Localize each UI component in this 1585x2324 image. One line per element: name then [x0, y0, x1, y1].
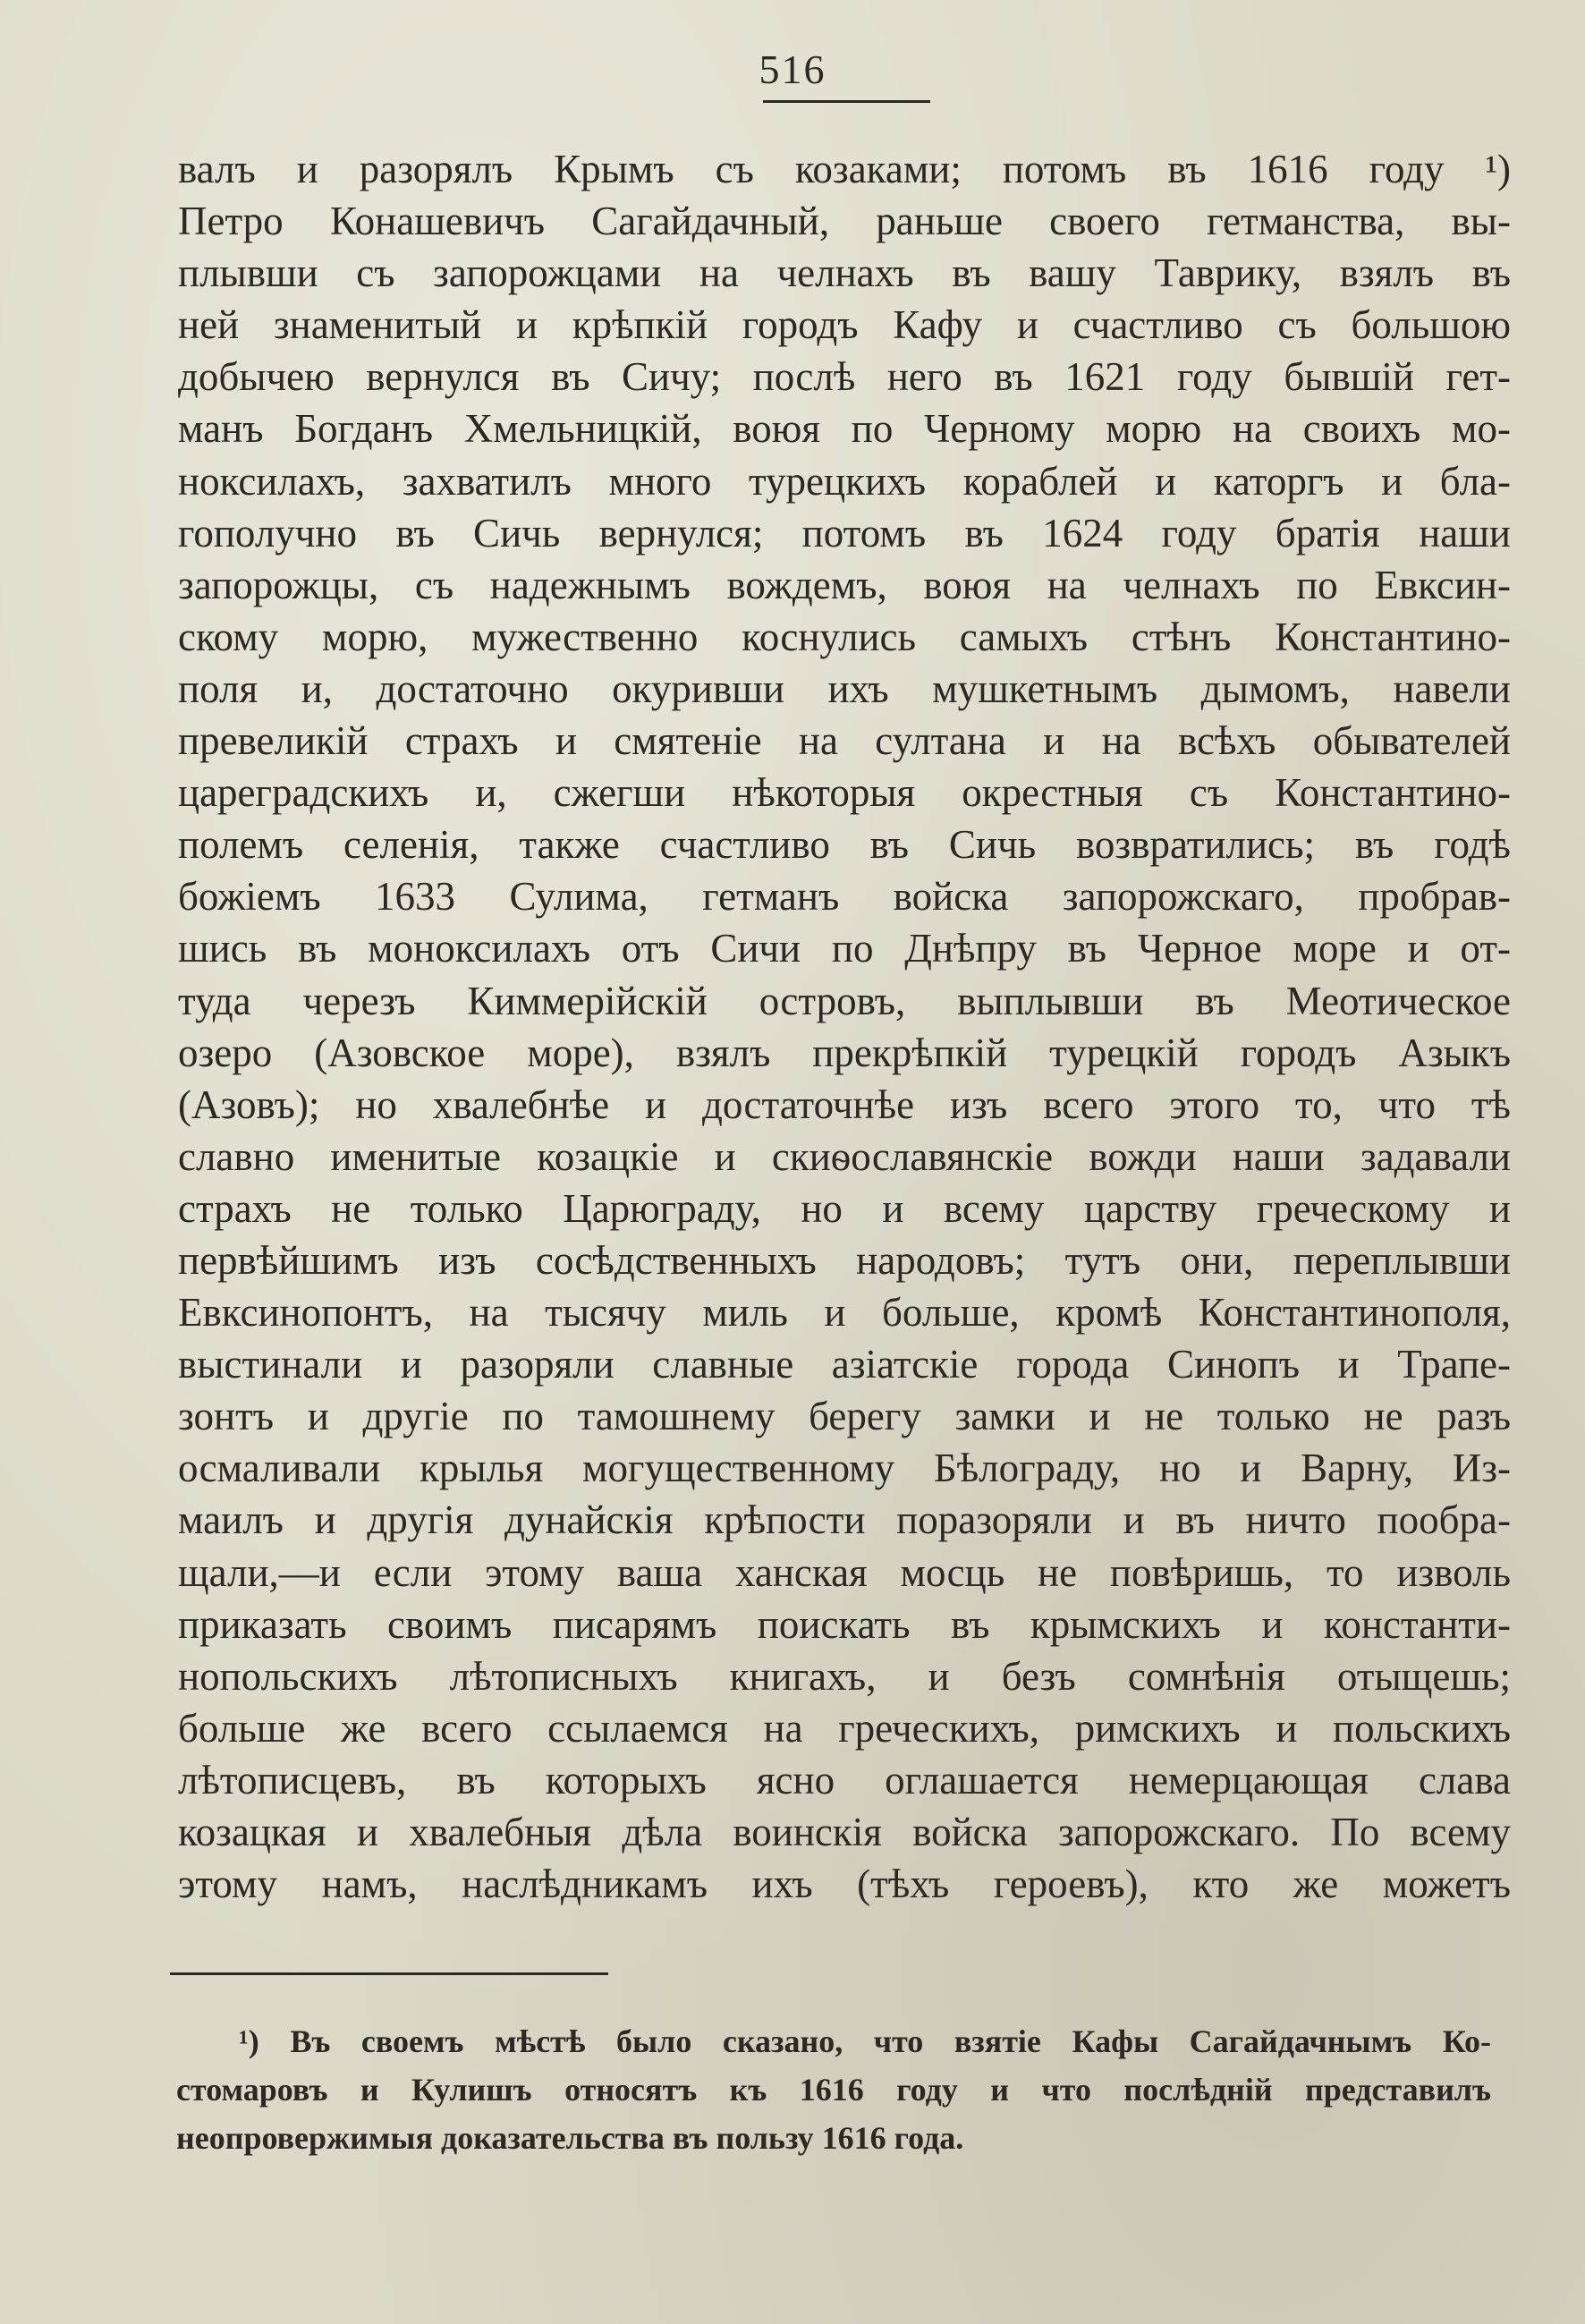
text-line: Евксинопонтъ, на тысячу миль и больше, кромѣ Константинополя, — [178, 1290, 1511, 1336]
text-line: страхъ не только Царюграду, но и всему царству греческому и — [178, 1185, 1511, 1231]
header-rule — [763, 100, 930, 103]
text-line: ней знаменитый и крѣпкій городъ Кафу и счастливо съ большою — [178, 302, 1511, 348]
text-line: поля и, достаточно окуривши ихъ мушкетнымъ дымомъ, навели — [178, 666, 1511, 711]
text-line: запорожцы, съ надежнымъ вождемъ, воюя на челнахъ по Евксин- — [178, 562, 1511, 607]
text-line: больше же всего ссылаемся на греческихъ, римскихъ и польскихъ — [178, 1705, 1511, 1751]
text-line: туда черезъ Киммерійскій островъ, выплывши въ Меотическое — [178, 978, 1511, 1023]
footnote-line: неопровержимыя доказательства въ пользу 1616 года. — [176, 2120, 964, 2156]
text-line: плывши съ запорожцами на челнахъ въ вашу Таврику, взялъ въ — [178, 250, 1511, 296]
text-line: лѣтописцевъ, въ которыхъ ясно оглашается немерцающая слава — [178, 1757, 1511, 1802]
text-line: добычею вернулся въ Сичу; послѣ него въ 1621 году бывшій гет- — [178, 354, 1511, 400]
footnote — [176, 2017, 1491, 2162]
text-line: валъ и разорялъ Крымъ съ козаками; потомъ въ 1616 году ¹) — [178, 147, 1511, 191]
text-line: манъ Богданъ Хмельницкій, воюя по Черному морю на своихъ мо- — [178, 406, 1511, 452]
text-line: зонтъ и другіе по тамошнему берегу замки и не только не разъ — [178, 1394, 1511, 1439]
text-line: скому морю, мужественно коснулись самыхъ стѣнъ Константино- — [178, 614, 1511, 659]
text-line: маилъ и другія дунайскія крѣпости поразоряли и въ ничто пообра- — [178, 1497, 1511, 1543]
main-text — [178, 143, 1511, 1910]
text-line: первѣйшимъ изъ сосѣдственныхъ народовъ; тутъ они, переплывши — [178, 1237, 1511, 1283]
text-line: щали,—и если этому ваша ханская мосць не повѣришь, то изволь — [178, 1549, 1511, 1595]
text-line: цареградскихъ и, сжегши нѣкоторыя окрестныя съ Константино- — [178, 770, 1511, 816]
text-line: ноксилахъ, захватилъ много турецкихъ кораблей и каторгъ и бла- — [178, 458, 1511, 504]
text-line: приказать своимъ писарямъ поискать въ крымскихъ и константи- — [178, 1601, 1511, 1647]
page-number: 516 — [759, 47, 826, 92]
text-line: гополучно въ Сичь вернулся; потомъ въ 1624 году братія наши — [178, 510, 1511, 556]
text-line: нопольскихъ лѣтописныхъ книгахъ, и безъ сомнѣнія отыщешь; — [178, 1653, 1511, 1699]
text-line: полемъ селенія, также счастливо въ Сичь возвратились; въ годѣ — [178, 822, 1511, 868]
text-line: козацкая и хвалебныя дѣла воинскія войска запорожскаго. По всему — [178, 1810, 1511, 1854]
text-line: славно именитые козацкіе и скиѳославянскіе вожди наши задавали — [178, 1133, 1511, 1179]
text-line: выстинали и разоряли славные азіатскіе города Синопъ и Трапе- — [178, 1342, 1511, 1387]
text-line: божіемъ 1633 Сулима, гетманъ войска запорожскаго, пробрав- — [178, 874, 1511, 920]
text-line: (Азовъ); но хвалебнѣе и достаточнѣе изъ всего этого то, что тѣ — [178, 1081, 1511, 1127]
text-line: шись въ моноксилахъ отъ Сичи по Днѣпру въ Черное море и от- — [178, 926, 1511, 971]
footnote-rule — [170, 1972, 608, 1975]
footnote-line: ¹) Въ своемъ мѣстѣ было сказано, что взятіе Кафы Сагайдачнымъ Ко- — [239, 2023, 1491, 2059]
text-line: Петро Конашевичъ Сагайдачный, раньше своего гетманства, вы- — [178, 199, 1511, 244]
footnote-line: стомаровъ и Кулишъ относятъ къ 1616 году и что послѣдній представилъ — [176, 2072, 1491, 2108]
text-line: осмаливали крылья могущественному Бѣлограду, но и Варну, Из- — [178, 1446, 1511, 1491]
text-line: озеро (Азовское море), взялъ прекрѣпкій турецкій городъ Азыкъ — [178, 1030, 1511, 1075]
text-line: превеликій страхъ и смятеніе на султана и на всѣхъ обывателей — [178, 718, 1511, 764]
text-line: этому намъ, наслѣдникамъ ихъ (тѣхъ героевъ), кто же можетъ — [178, 1862, 1511, 1907]
